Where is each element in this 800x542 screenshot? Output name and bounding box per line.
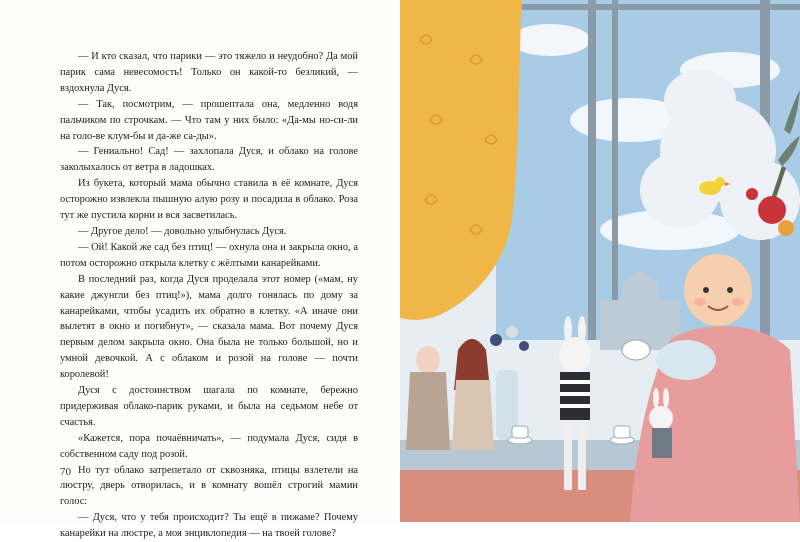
illustration-page [400,0,800,522]
paragraph: Но тут облако затрепетало от сквозняка, птицы взлетели на люстру, дверь отворилась, и в комнату вошёл строгий мамин голос: [60,464,358,508]
illustration [400,0,800,522]
paragraph: — Гениально! Сад! — захлопала Дуся, и облако на голове заколыхалось от ветра в ладошках. [60,146,358,174]
teapot-icon [622,340,650,360]
left-page [0,0,400,540]
paragraph: — Так, посмотрим, — прошептала она, медленно водя пальчиком по строчкам. — Что там у них было: «Да-мы но-си-ли на голо-ве клум-бы и да-же са-ды». [60,98,358,142]
page-number: 70 [60,466,71,478]
paragraph: «Кажется, пора почаёвничать», — подумала Дуся, сидя в собственном саду под розой. [60,432,358,460]
paragraph: — Ой! Какой же сад без птиц! — охнула она и закрыла окно, а потом осторожно открыла клетку с жёлтыми канарейками. [60,241,358,269]
paragraph: Дуся с достоинством шагала по комнате, бережно придерживая облако-парик руками, и была на седьмом небе от счастья. [60,385,358,428]
paragraph: В последний раз, когда Дуся проделала этот номер («мам, ну какие джунгли без птиц!»), мама долго гонялась по дому за канарейками, чтобы усадить их обратно в клетку. «А иначе они вылетят в окно и погибнут», — сказала мама. Вот почему Дуся первым делом закрыла окно. Она была не только большой, но и умной девочкой. А с облаком и розой на голове — почти королевой! [60,273,358,381]
paragraph: — Дуся, что у тебя происходит? Ты ещё в пижаме? Почему канарейки на люстре, а моя энциклопедия — на твоей голове? [60,512,358,540]
paragraph: Из букета, который мама обычно ставила в её комнате, Дуся осторожно извлекла пышную алую розу и посадила в облако. Роза тут же пустила корни и вся засветилась. [60,178,358,222]
paragraph: — И кто сказал, что парики — это тяжело и неудобно? Да мой парик сама невесомость! Только он какой-то безликий, — вздохнула Дуся. [60,51,358,94]
text-block [60,49,358,542]
paragraph: — Другое дело! — довольно улыбнулась Дуся. [78,225,287,237]
